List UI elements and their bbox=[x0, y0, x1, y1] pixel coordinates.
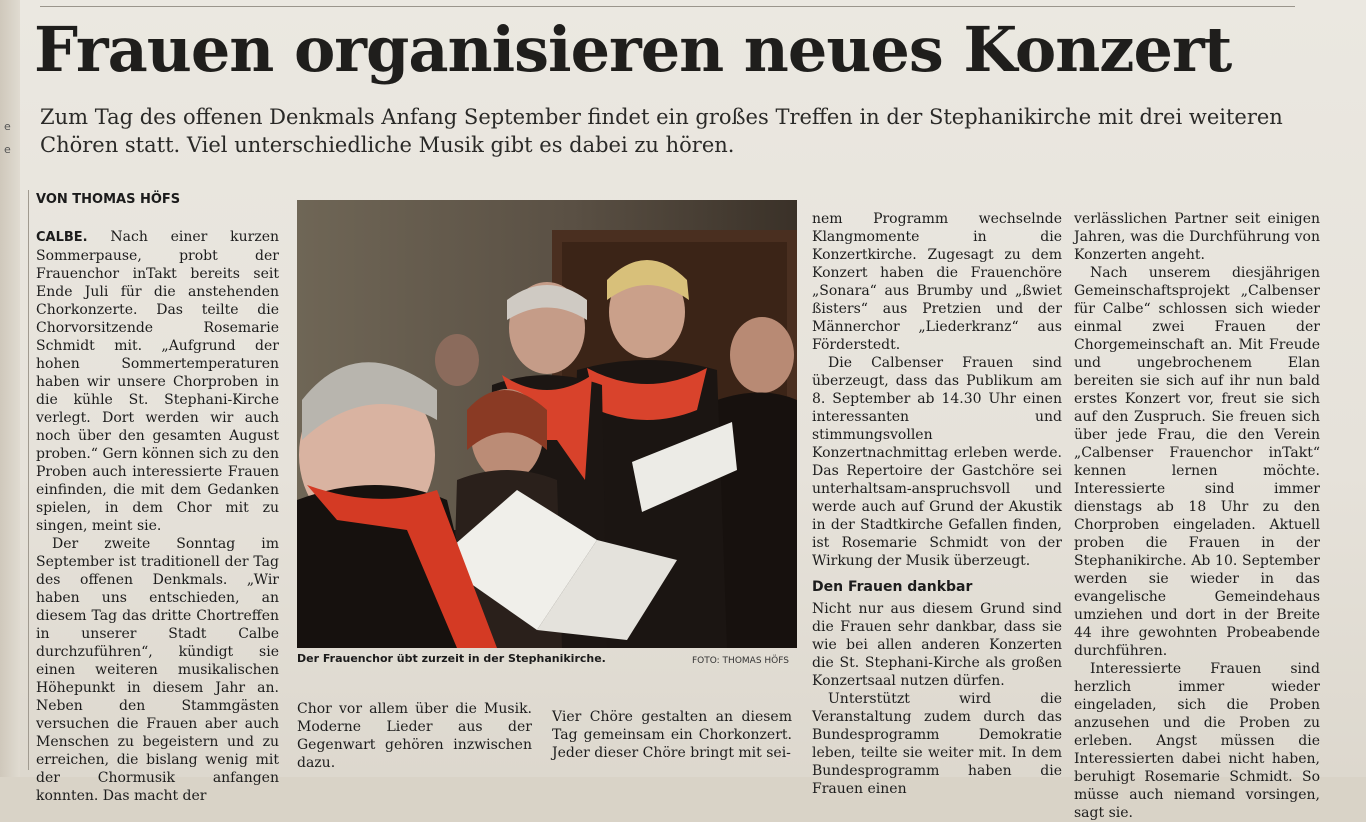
photo-credit: FOTO: THOMAS HÖFS bbox=[691, 656, 789, 666]
paragraph-text: Nach einer kurzen Sommerpause, probt der Frauenchor inTakt bereits seit Ende Juli für die anstehenden Chorkonzerte. Das teilte die Chorvorsitzende Rosemarie Schmidt mit. „Aufgrund der hohen Sommertemperaturen haben wir unsere Chorproben in die kühle St. Stephani-Kirche verlegt. Dort werden wir auch noch über den gesamten August proben.“ Gern können sich zu den Proben auch interessierte Frauen einfinden, die mit dem Gedanken spielen, in dem Chor mit zu singen, meint sie. bbox=[36, 229, 279, 534]
subheadline: Zum Tag des offenen Denkmals Anfang September findet ein großes Treffen in der Stephanikirche mit drei weiteren Chören statt. Viel unterschiedliche Musik gibt es dabei zu hören. bbox=[40, 105, 1283, 157]
article-column-4 bbox=[1074, 210, 1320, 822]
article-column-3 bbox=[812, 210, 1062, 798]
section-subtitle: Den Frauen dankbar bbox=[812, 579, 973, 595]
paragraph: Nicht nur aus diesem Grund sind die Frauen sehr dankbar, dass sie wie bei allen anderen Konzerten die St. Stephani-Kirche als großen Konzertsaal nutzen dürfen. bbox=[812, 601, 1062, 689]
column-rule bbox=[28, 190, 29, 770]
paragraph: Unterstützt wird die Veranstaltung zudem durch das Bundesprogramm Demokratie leben, teilte sie weiter mit. In dem Bundesprogramm haben die Frauen einen bbox=[812, 691, 1062, 797]
headline: Frauen organisieren neues Konzert bbox=[34, 13, 1232, 86]
article-column-2 bbox=[297, 700, 532, 772]
paragraph: Der zweite Sonntag im September ist traditionell der Tag des offenen Denkmals. „Wir haben uns entschieden, an diesem Tag das dritte Chortreffen in unserer Stadt Calbe durchzuführen“, kündigt sie einen weiteren musikalischen Höhepunkt in diesem Jahr an. Neben den Stammgästen versuchen die Frauen aber auch Menschen zu begeistern und zu erreichen, die bislang wenig mit der Chormusik anfangen konnten. Das macht der bbox=[36, 536, 279, 804]
paragraph: nem Programm wechselnde Klangmomente in die Konzertkirche. Zugesagt zu dem Konzert haben die Frauenchöre „Sonara“ aus Brumby und „ßwiet ßisters“ aus Pretzien und der Männerchor „Liederkranz“ aus Förderstedt. bbox=[812, 211, 1062, 353]
article-column-3-bottom bbox=[552, 708, 792, 762]
edge-letter: e bbox=[4, 120, 11, 133]
paragraph: Interessierte Frauen sind herzlich immer wieder eingeladen, sich die Proben anzusehen und die Proben zu erleben. Angst müssen die Interessierten dabei nicht haben, beruhigt Rosemarie Schmidt. So müsse auch niemand vorsingen, sagt sie. bbox=[1074, 661, 1320, 821]
paragraph: Vier Chöre gestalten an diesem Tag gemeinsam ein Chorkonzert. Jeder dieser Chöre bringt mit sei- bbox=[552, 709, 792, 761]
paragraph bbox=[36, 228, 279, 535]
article-column-1 bbox=[36, 228, 279, 805]
caption-text: Der Frauenchor übt zurzeit in der Stephanikirche. bbox=[297, 652, 606, 665]
byline: VON THOMAS HÖFS bbox=[36, 192, 181, 207]
adjacent-page-edge bbox=[0, 0, 20, 777]
choir-photo-illustration bbox=[297, 200, 797, 648]
edge-letter: e bbox=[4, 143, 11, 156]
dateline: CALBE. bbox=[36, 230, 88, 245]
paragraph: Die Calbenser Frauen sind überzeugt, dass das Publikum am 8. September ab 14.30 Uhr einen interessanten und stimmungsvollen Konzertnachmittag erleben werde. Das Repertoire der Gastchöre sei unterhaltsam-anspruchsvoll und werde auch auf Grund der Akustik in der Stadtkirche Gefallen finden, ist Rosemarie Schmidt von der Wirkung der Musik überzeugt. bbox=[812, 355, 1062, 569]
paragraph: verlässlichen Partner seit einigen Jahren, was die Durchführung von Konzerten angeht. bbox=[1074, 211, 1320, 263]
paragraph: Chor vor allem über die Musik. Moderne Lieder aus der Gegenwart gehören inzwischen dazu. bbox=[297, 701, 532, 771]
photo-caption bbox=[297, 652, 797, 665]
choir-photo bbox=[297, 200, 797, 648]
paragraph: Nach unserem diesjährigen Gemeinschaftsprojekt „Calbenser für Calbe“ schlossen sich wieder einmal zwei Frauen der Chorgemeinschaft an. Mit Freude und ungebrochenem Elan bereiten sie sich auf ihr nun bald erstes Konzert vor, freut sie sich auf den Zuspruch. Sie freuen sich über jede Frau, die den Verein „Calbenser Frauenchor inTakt“ kennen lernen möchte. Interessierte sind immer dienstags ab 18 Uhr zu den Chorproben eingeladen. Aktuell proben die Frauen in der Stephanikirche. Ab 10. September werden sie wieder in das evangelische Gemeindehaus umziehen und dort in der Breite 44 ihre gewohnten Probeabende durchführen. bbox=[1074, 265, 1320, 659]
top-rule bbox=[40, 6, 1295, 7]
